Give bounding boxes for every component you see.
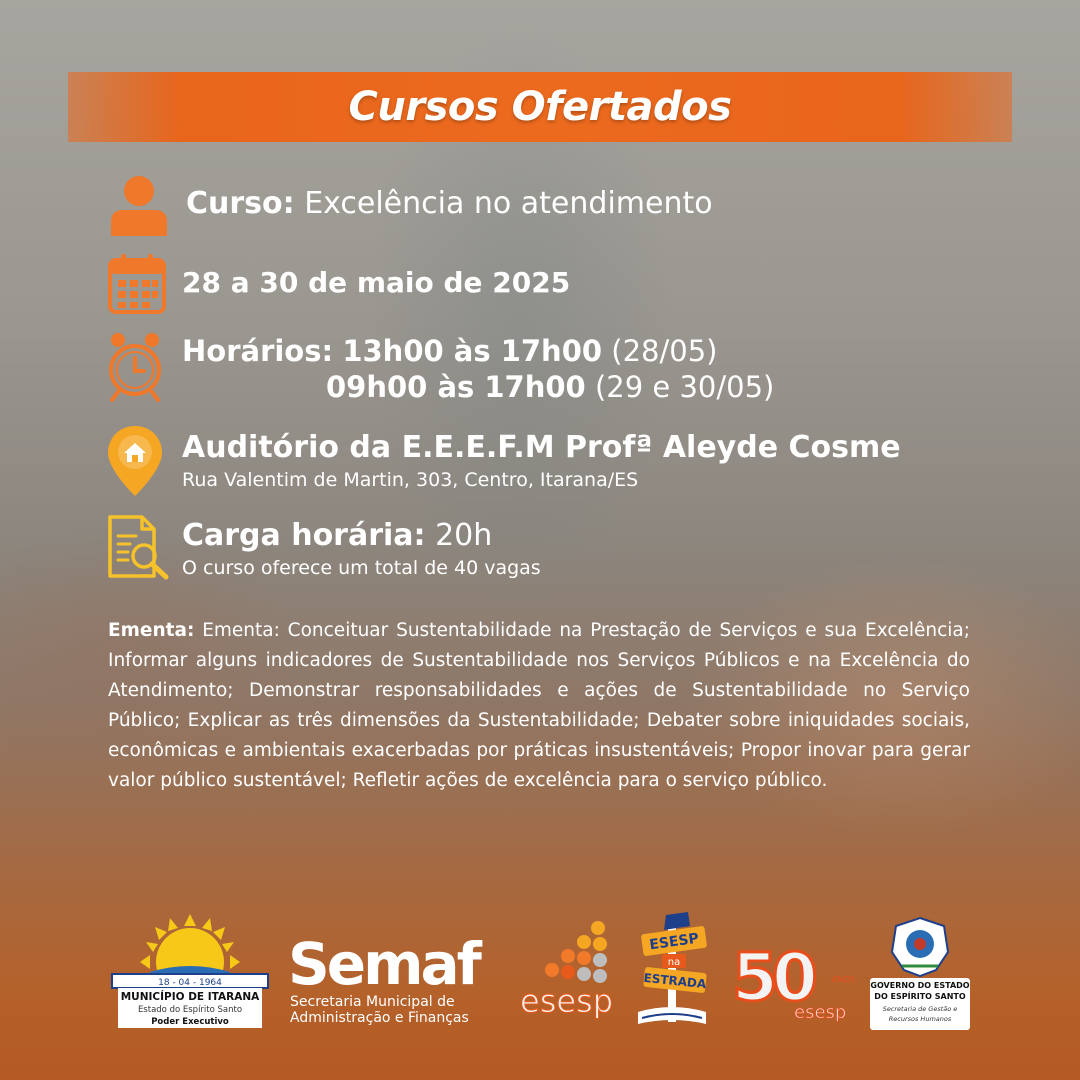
- esesp-estrada-logo: [638, 912, 708, 1024]
- schedule-time-2: 09h00 às 17h00: [326, 370, 586, 404]
- calendar-icon: [108, 252, 166, 314]
- course-line: [186, 186, 713, 221]
- schedule-note-1: (28/05): [611, 334, 718, 368]
- governo-line2: DO ESPÍRITO SANTO: [874, 992, 966, 1001]
- semaf-logo: [288, 930, 483, 1026]
- workload-value: 20h: [435, 518, 493, 553]
- semaf-line2: Administração e Finanças: [290, 1010, 469, 1026]
- schedule-note-2: (29 e 30/05): [594, 370, 775, 404]
- estrada-bottom: ESTRADA: [642, 970, 707, 992]
- estrada-mid: na: [667, 957, 681, 968]
- esesp-logo: [520, 921, 613, 1020]
- alarm-clock-icon: [106, 330, 164, 404]
- location-address: Rua Valentim de Martin, 303, Centro, Itarana/ES: [182, 469, 639, 491]
- anos-number: 50: [732, 939, 812, 1016]
- ementa-text: Ementa: Conceituar Sustentabilidade na Prestação de Serviços e sua Excelência; Informar alguns indicadores de Sustentabilidade nos Serviços Públicos e na Excelência do Atendimento; Demonstrar responsabilidades e ações de Sustentabilidade no Serviço Público; Explicar as três dimensões da Sustentabilidade; Debater sobre iniquidades sociais, econômicas e ambientais exacerbadas por práticas insustentáveis; Propor inovar para gerar valor público sustentável; Refletir ações de excelência para o serviço público.: [108, 620, 970, 791]
- date-text: 28 a 30 de maio de 2025: [182, 266, 571, 299]
- logos-strip: [0, 900, 1080, 1050]
- estrada-top: ESESP: [648, 930, 700, 954]
- itarana-date: 18 - 04 - 1964: [158, 978, 222, 988]
- itarana-branch: Poder Executivo: [151, 1017, 229, 1027]
- title-banner: [68, 72, 1012, 142]
- location-name: Auditório da E.E.E.F.M Profª Aleyde Cosme: [182, 430, 901, 465]
- anos-label: ANOS: [832, 975, 855, 984]
- ementa-paragraph: [108, 616, 970, 796]
- anos-brand: esesp: [794, 1002, 847, 1023]
- governo-line1: GOVERNO DO ESTADO: [870, 981, 970, 990]
- schedule-line-1: [182, 334, 717, 368]
- schedule-time-1: 13h00 às 17h00: [342, 334, 603, 368]
- location-pin-icon: [106, 424, 164, 498]
- governo-es-logo: [870, 918, 970, 1030]
- document-search-icon: [106, 514, 170, 580]
- course-name: Excelência no atendimento: [304, 186, 713, 221]
- workload-line: [182, 518, 492, 553]
- course-label: Curso:: [186, 186, 295, 221]
- itarana-logo: [112, 914, 268, 1028]
- esesp-name: esesp: [520, 982, 614, 1020]
- page-title: Cursos Ofertados: [348, 84, 732, 130]
- workload-label: Carga horária:: [182, 518, 426, 553]
- itarana-state: Estado do Espírito Santo: [137, 1005, 243, 1015]
- governo-line3: Secretaria de Gestão e: [882, 1005, 958, 1013]
- person-icon: [108, 172, 170, 238]
- semaf-line1: Secretaria Municipal de: [290, 994, 455, 1010]
- schedule-label: Horários:: [182, 334, 334, 368]
- schedule-line-2: [326, 370, 774, 404]
- ementa-label: Ementa:: [108, 620, 195, 641]
- governo-line4: Recursos Humanos: [888, 1015, 952, 1023]
- itarana-name: MUNICÍPIO DE ITARANA: [120, 991, 260, 1003]
- workload-note: O curso oferece um total de 40 vagas: [182, 557, 541, 579]
- esesp-50-anos-logo: [732, 939, 855, 1023]
- semaf-name: Semaf: [288, 930, 479, 998]
